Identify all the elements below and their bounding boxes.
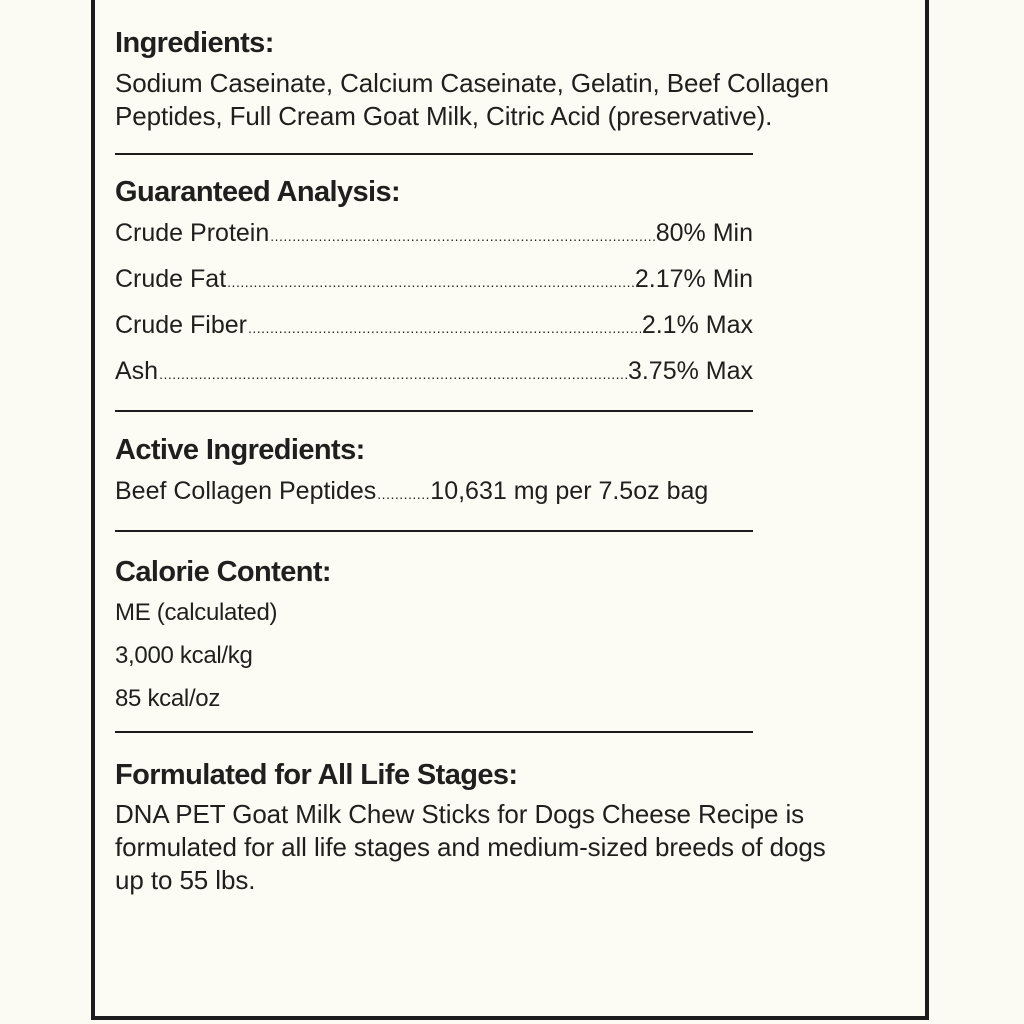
guaranteed-analysis-heading: Guaranteed Analysis: <box>115 176 401 208</box>
analysis-value: 80% Min <box>655 219 753 247</box>
analysis-value: 3.75% Max <box>627 357 753 385</box>
life-stages-heading: Formulated for All Life Stages: <box>115 759 518 791</box>
ingredients-text-line-1: Sodium Caseinate, Calcium Caseinate, Gelatin, Beef Collagen <box>115 68 829 98</box>
analysis-row-crude-protein <box>115 218 753 251</box>
active-ingredient-label: Beef Collagen Peptides <box>115 477 377 505</box>
calorie-per-kg: 3,000 kcal/kg <box>115 642 253 669</box>
dot-leader <box>159 359 627 389</box>
panel-content <box>115 26 915 897</box>
calorie-method: ME (calculated) <box>115 599 278 626</box>
ingredients-heading: Ingredients: <box>115 27 274 59</box>
nutrition-panel <box>91 0 929 1020</box>
life-stages-text-line-3: up to 55 lbs. <box>115 865 256 895</box>
analysis-label: Crude Fiber <box>115 311 247 339</box>
dot-leader <box>377 479 429 509</box>
ingredients-text-line-2: Peptides, Full Cream Goat Milk, Citric Acid (preservative). <box>115 101 773 131</box>
active-ingredients-heading: Active Ingredients: <box>115 434 365 466</box>
dot-leader <box>270 221 654 251</box>
analysis-row-ash <box>115 356 753 389</box>
analysis-label: Ash <box>115 357 159 385</box>
analysis-row-crude-fat <box>115 264 753 297</box>
calorie-content-heading: Calorie Content: <box>115 556 331 588</box>
life-stages-text-line-2: formulated for all life stages and medium-sized breeds of dogs <box>115 832 826 862</box>
analysis-label: Crude Fat <box>115 265 227 293</box>
analysis-row-crude-fiber <box>115 310 753 343</box>
calorie-per-oz: 85 kcal/oz <box>115 685 221 712</box>
active-ingredient-value: 10,631 mg per 7.5oz bag <box>430 477 709 505</box>
analysis-value: 2.17% Min <box>634 265 753 293</box>
life-stages-text-line-1: DNA PET Goat Milk Chew Sticks for Dogs Cheese Recipe is <box>115 799 805 829</box>
active-ingredient-row <box>115 476 915 509</box>
analysis-label: Crude Protein <box>115 219 270 247</box>
analysis-value: 2.1% Max <box>641 311 753 339</box>
dot-leader <box>227 267 634 297</box>
dot-leader <box>248 313 641 343</box>
